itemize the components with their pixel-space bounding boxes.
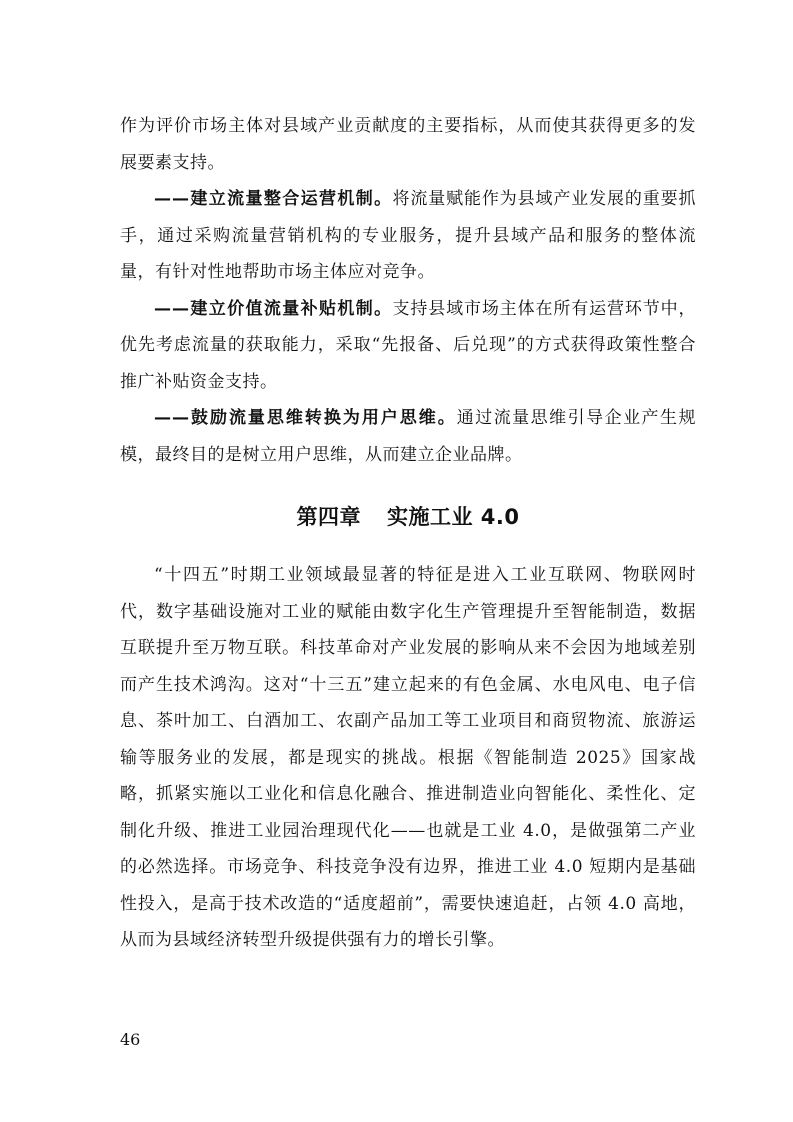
paragraph-text: 作为评价市场主体对县域产业贡献度的主要指标，从而使其获得更多的发展要素支持。 bbox=[120, 116, 696, 173]
paragraph-text: 将流量赋能作为县域产业发展的重要抓手，通过采购流量营销机构的专业服务，提升县域产品和服务的整体流量，有针对性地帮助市场主体应对竞争。 bbox=[120, 189, 696, 282]
paragraph-text: 通过流量思维引导企业产生规模，最终目的是树立用户思维，从而建立企业品牌。 bbox=[120, 408, 697, 465]
paragraph-text: 支持县域市场主体在所有运营环节中，优先考虑流量的获取能力，采取“先报备、后兑现”的方式获得政策性整合推广补贴资金支持。 bbox=[120, 298, 696, 392]
paragraph-lead: ——建立流量整合运营机制。 bbox=[154, 189, 393, 209]
paragraph-lead: ——鼓励流量思维转换为用户思维。 bbox=[154, 408, 457, 428]
paragraph-traffic-integration bbox=[120, 181, 696, 291]
paragraph-user-thinking bbox=[120, 400, 696, 473]
paragraph-text: “十四五”时期工业领域最显著的特征是进入工业互联网、物联网时代，数字基础设施对工业的赋能由数字化生产管理提升至智能制造，数据互联提升至万物互联。科技革命对产业发展的影响从来不会因为地域差别而产生技术鸿沟。这对“十三五”建立起来的有色金属、水电风电、电子信息、茶叶加工、白酒加工、农副产品加工等工业项目和商贸物流、旅游运输等服务业的发展，都是现实的挑战。根据《智能制造 2025》国家战略，抓紧实施以工业化和信息化融合、推进制造业向智能化、柔性化、定制化升级、推进工业园治理现代化——也就是工业 4.0，是做强第二产业的必然选择。市场竞争、科技竞争没有边界，推进工业 4.0 短期内是基础性投入，是高于技术改造的“适度超前”，需要快速追赶，占领 4.0 高地，从而为县域经济转型升级提供强有力的增长引擎。 bbox=[120, 565, 696, 950]
paragraph-continuation bbox=[120, 108, 696, 181]
page-content bbox=[120, 108, 696, 959]
chapter-body-paragraph bbox=[120, 557, 696, 959]
paragraph-lead: ——建立价值流量补贴机制。 bbox=[154, 298, 393, 319]
paragraph-value-subsidy bbox=[120, 291, 696, 401]
chapter-title: 实施工业 4.0 bbox=[386, 505, 520, 529]
page-number: 46 bbox=[120, 1030, 141, 1049]
chapter-heading bbox=[120, 501, 696, 531]
chapter-number: 第四章 bbox=[296, 505, 361, 529]
